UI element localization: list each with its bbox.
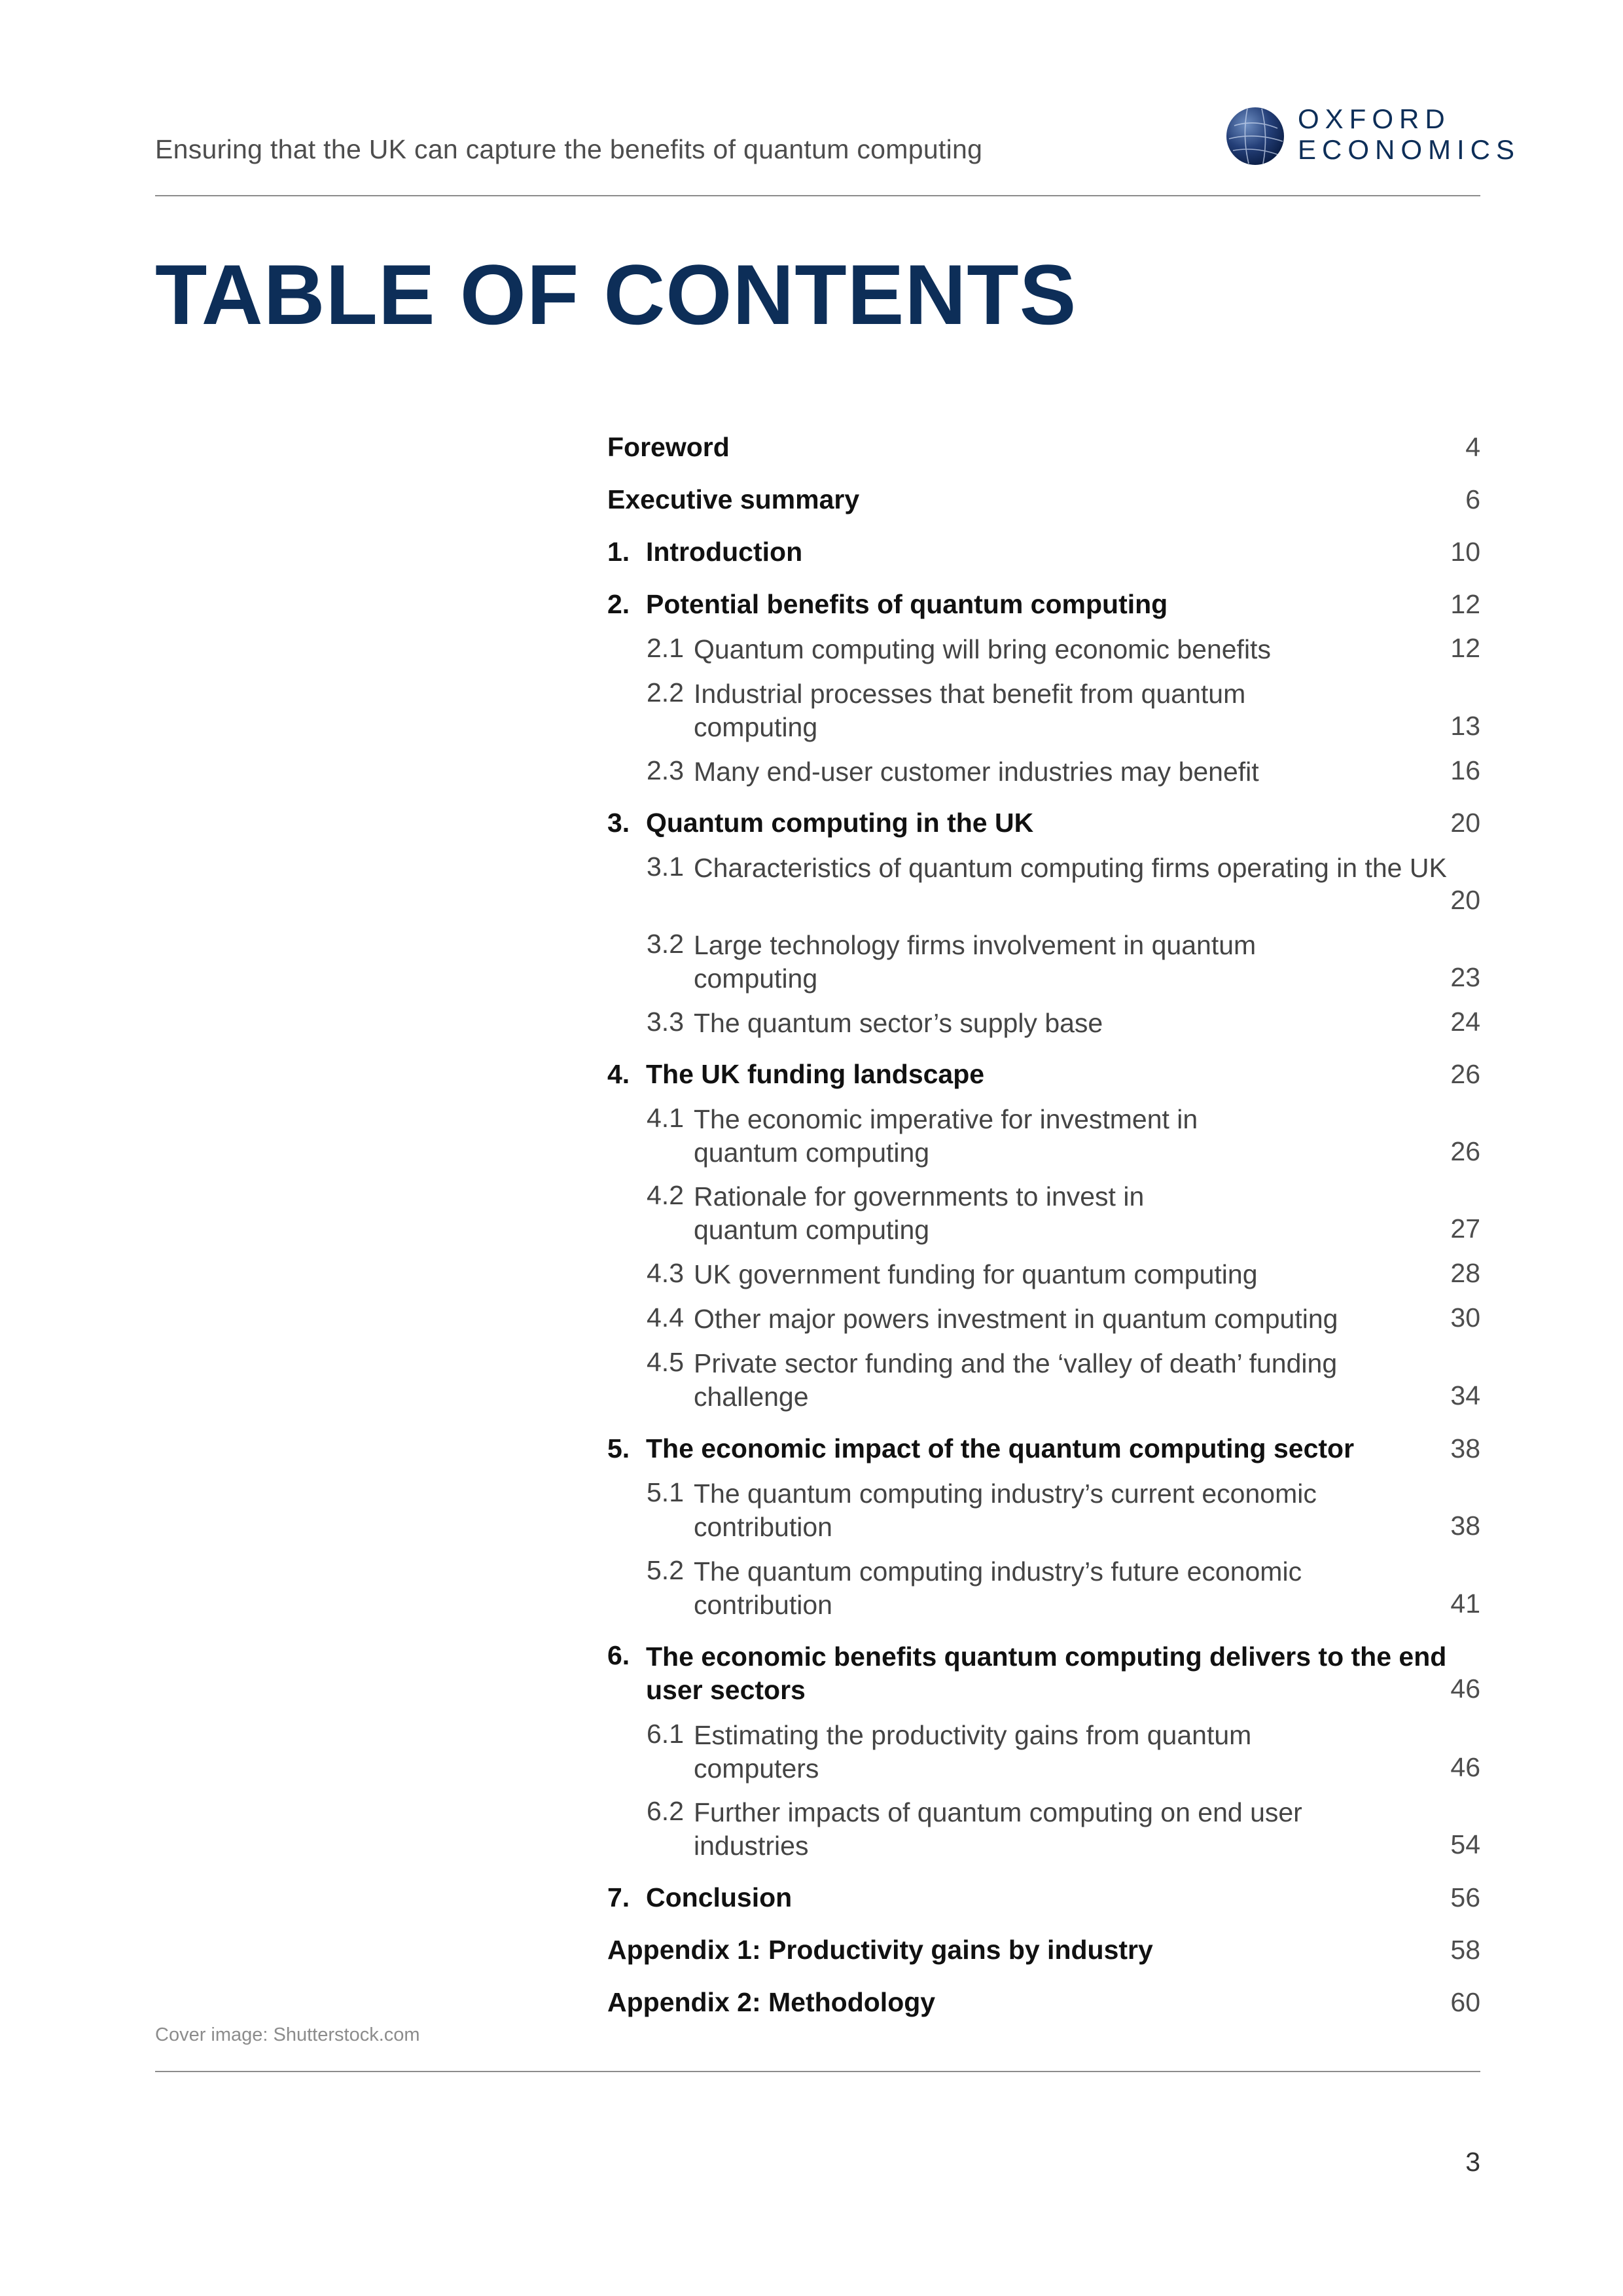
toc-entry-label: Foreword <box>607 432 730 462</box>
toc-section-number: 4. <box>607 1059 630 1089</box>
toc-page-number: 46 <box>1450 1674 1480 1704</box>
running-header: Ensuring that the UK can capture the benefits of quantum computing <box>155 134 983 164</box>
toc-entry-appendix-1[interactable] <box>607 1935 1480 1965</box>
toc-entry-section-4[interactable] <box>607 1059 1480 1090</box>
globe-icon <box>1225 106 1285 166</box>
toc-subsection-number: 2.1 <box>647 633 684 663</box>
toc-page-number: 46 <box>1450 1752 1480 1782</box>
toc-page-number: 20 <box>1450 885 1480 915</box>
toc-subsection-number: 6.2 <box>647 1796 684 1826</box>
toc-subsection-number: 5.2 <box>647 1555 684 1585</box>
page-number: 3 <box>1465 2147 1480 2177</box>
toc-subentry-label: Large technology firms involvement in quantum computing <box>694 930 1257 994</box>
footer-divider <box>155 2071 1480 2072</box>
toc-entry-label: The economic benefits quantum computing delivers to the end user sectors <box>646 1641 1447 1705</box>
toc-subentry-label: The economic imperative for investment in quantum computing <box>694 1104 1198 1168</box>
toc-subentry-label: The quantum sector’s supply base <box>694 1008 1103 1038</box>
toc-subsection-number: 4.3 <box>647 1258 684 1288</box>
toc-page-number: 26 <box>1450 1136 1480 1166</box>
toc-page-number: 56 <box>1450 1882 1480 1912</box>
toc-page-number: 38 <box>1450 1433 1480 1463</box>
toc-page-number: 12 <box>1450 589 1480 619</box>
toc-subsection-number: 5.1 <box>647 1477 684 1507</box>
toc-page-number: 60 <box>1450 1987 1480 2017</box>
toc-subsection-number: 2.2 <box>647 677 684 708</box>
toc-subentry-label: Further impacts of quantum computing on end user industries <box>694 1797 1302 1861</box>
logo-line-economics: ECONOMICS <box>1298 134 1521 165</box>
toc-subsection-number: 3.1 <box>647 852 684 882</box>
toc-subentry-label: Estimating the productivity gains from quantum computers <box>694 1720 1252 1784</box>
toc-page-number: 6 <box>1465 484 1480 514</box>
page-title: TABLE OF CONTENTS <box>155 247 1077 342</box>
toc-entry-foreword[interactable] <box>607 432 1480 463</box>
toc-page-number: 27 <box>1450 1213 1480 1244</box>
toc-subsection-number: 3.2 <box>647 929 684 959</box>
toc-section-number: 3. <box>607 808 630 838</box>
toc-subsection-number: 4.4 <box>647 1302 684 1333</box>
toc-page-number: 54 <box>1450 1829 1480 1859</box>
toc-page-number: 26 <box>1450 1059 1480 1089</box>
toc-page-number: 38 <box>1450 1511 1480 1541</box>
toc-subentry-label: UK government funding for quantum computing <box>694 1259 1258 1289</box>
toc-page-number: 4 <box>1465 432 1480 462</box>
toc-page-number: 10 <box>1450 537 1480 567</box>
toc-entry-executive-summary[interactable] <box>607 484 1480 515</box>
toc-page-number: 41 <box>1450 1588 1480 1619</box>
toc-subentry-label: The quantum computing industry’s current economic contribution <box>694 1479 1317 1542</box>
toc-entry-section-3[interactable] <box>607 808 1480 838</box>
toc-entry-label: Appendix 1: Productivity gains by industry <box>607 1935 1153 1965</box>
cover-image-credit: Cover image: Shutterstock.com <box>155 2024 420 2045</box>
toc-subsection-number: 4.1 <box>647 1103 684 1133</box>
toc-subentry-label: Many end-user customer industries may benefit <box>694 757 1259 787</box>
toc-subsection-number: 4.5 <box>647 1347 684 1377</box>
toc-entry-section-7[interactable] <box>607 1882 1480 1913</box>
toc-page-number: 28 <box>1450 1258 1480 1288</box>
toc-entry-label: Quantum computing in the UK <box>646 808 1034 838</box>
logo-line-oxford: OXFORD <box>1298 103 1451 134</box>
toc-entry-label: The economic impact of the quantum computing sector <box>646 1433 1355 1463</box>
toc-section-number: 7. <box>607 1882 630 1912</box>
toc-page-number: 20 <box>1450 808 1480 838</box>
toc-page-number: 30 <box>1450 1302 1480 1333</box>
toc-page-number: 58 <box>1450 1935 1480 1965</box>
toc-section-number: 6. <box>607 1640 630 1670</box>
toc-page-number: 34 <box>1450 1380 1480 1410</box>
toc-entry-section-1[interactable] <box>607 537 1480 567</box>
toc-entry-label: Conclusion <box>646 1882 793 1912</box>
toc-subentry-label: Characteristics of quantum computing firms operating in the UK <box>694 853 1447 883</box>
toc-subsection-number: 6.1 <box>647 1719 684 1749</box>
toc-section-number: 1. <box>607 537 630 567</box>
toc-entry-label: The UK funding landscape <box>646 1059 985 1089</box>
toc-subsection-number: 4.2 <box>647 1180 684 1210</box>
toc-page-number: 16 <box>1450 755 1480 785</box>
toc-subentry-label: Other major powers investment in quantum computing <box>694 1304 1338 1334</box>
toc-section-number: 5. <box>607 1433 630 1463</box>
toc-entry-label: Executive summary <box>607 484 860 514</box>
toc-page-number: 24 <box>1450 1007 1480 1037</box>
toc-subentry-label: Private sector funding and the ‘valley of death’ funding challenge <box>694 1348 1338 1412</box>
oxford-economics-logo <box>1225 103 1521 169</box>
toc-subentry-label: The quantum computing industry’s future economic contribution <box>694 1556 1302 1620</box>
toc-subentry-label: Industrial processes that benefit from quantum computing <box>694 679 1246 742</box>
toc-entry-label: Introduction <box>646 537 803 567</box>
toc-entry-label: Appendix 2: Methodology <box>607 1987 936 2017</box>
toc-entry-section-2[interactable] <box>607 589 1480 620</box>
toc-entry-label: Potential benefits of quantum computing <box>646 589 1168 619</box>
toc-entry-appendix-2[interactable] <box>607 1987 1480 2018</box>
toc-subentry-label: Rationale for governments to invest in quantum computing <box>694 1181 1145 1245</box>
header-divider <box>155 195 1480 196</box>
toc-section-number: 2. <box>607 589 630 619</box>
toc-page-number: 12 <box>1450 633 1480 663</box>
toc-page-number: 23 <box>1450 962 1480 992</box>
toc-subsection-number: 3.3 <box>647 1007 684 1037</box>
logo-wordmark <box>1298 103 1520 165</box>
toc-entry-section-5[interactable] <box>607 1433 1480 1464</box>
toc-subsection-number: 2.3 <box>647 755 684 785</box>
toc-subentry-label: Quantum computing will bring economic benefits <box>694 634 1271 664</box>
toc-page-number: 13 <box>1450 711 1480 741</box>
